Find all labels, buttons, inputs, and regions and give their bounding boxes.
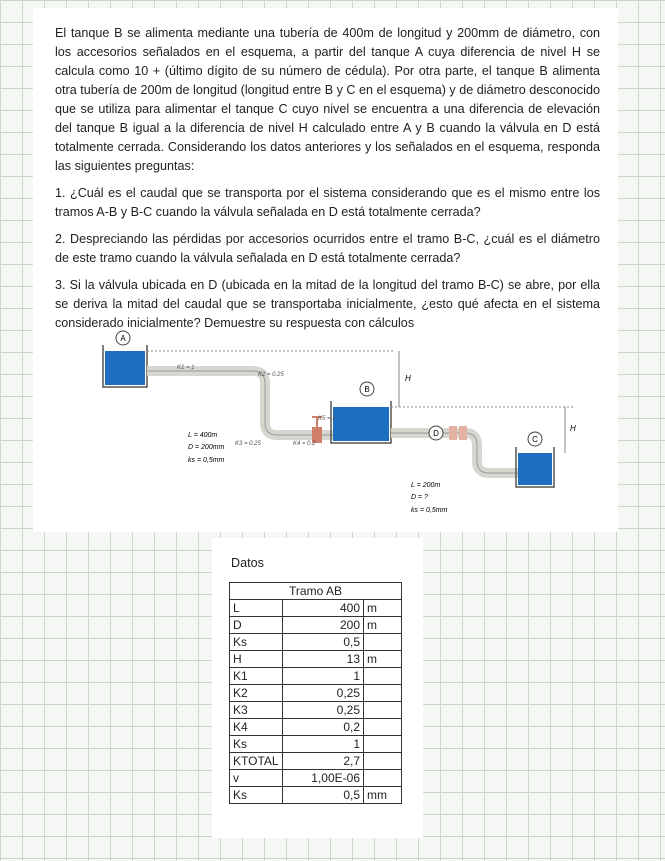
cell-unit: mm: [364, 787, 402, 804]
cell-label: L: [230, 600, 283, 617]
problem-card: [33, 8, 618, 532]
bc-roughness: ks = 0,5mm: [411, 507, 448, 514]
h-ab-label: H: [405, 374, 411, 383]
cell-unit: m: [364, 651, 402, 668]
cell-unit: m: [364, 600, 402, 617]
problem-text: [55, 24, 600, 341]
bc-length: L = 200m: [411, 482, 441, 489]
cell-unit: [364, 685, 402, 702]
question-3: 3. Si la válvula ubicada en D (ubicada en la mitad de la longitud del tramo B-C) se abre, por ella se deriva la mitad del caudal que se transportaba inicialmente, ¿esto qué afecta en el sistema considerado inicialmente? Demuestre su respuesta con cálculos: [55, 278, 600, 330]
tank-c: [516, 447, 554, 487]
cell-label: KTOTAL: [230, 753, 283, 770]
cell-label: H: [230, 651, 283, 668]
cell-unit: [364, 770, 402, 787]
cell-value: 1: [283, 736, 364, 753]
k5-label: K5 = 1: [318, 416, 336, 422]
data-card: [212, 538, 423, 838]
table-row: [230, 668, 402, 685]
cell-label: v: [230, 770, 283, 787]
table-row: [230, 651, 402, 668]
k1-label: K1 = 1: [177, 365, 195, 371]
tank-b-label: B: [364, 385, 370, 394]
table-row: [230, 787, 402, 804]
table-row: [230, 770, 402, 787]
valve-d-label: D: [433, 429, 439, 438]
ab-diameter: D = 200mm: [188, 444, 225, 451]
cell-value: 0,5: [283, 634, 364, 651]
cell-label: K4: [230, 719, 283, 736]
tank-a-label: A: [120, 334, 126, 343]
cell-label: Ks: [230, 787, 283, 804]
ab-roughness: ks = 0,5mm: [188, 457, 225, 464]
table-row: [230, 753, 402, 770]
data-table-body: [230, 600, 402, 804]
ab-length: L = 400m: [188, 432, 218, 439]
table-header: Tramo AB: [230, 583, 402, 600]
data-table: [229, 582, 402, 804]
cell-value: 1: [283, 668, 364, 685]
table-row: [230, 600, 402, 617]
data-title: Datos: [231, 556, 264, 570]
cell-value: 13: [283, 651, 364, 668]
cell-value: 0,25: [283, 702, 364, 719]
cell-label: K1: [230, 668, 283, 685]
cell-label: Ks: [230, 634, 283, 651]
cell-value: 0,2: [283, 719, 364, 736]
table-row: [230, 685, 402, 702]
bc-diameter: D = ?: [411, 494, 428, 501]
tank-c-label: C: [532, 435, 538, 444]
cell-value: 0,5: [283, 787, 364, 804]
cell-unit: m: [364, 617, 402, 634]
table-row: [230, 736, 402, 753]
question-1: 1. ¿Cuál es el caudal que se transporta por el sistema considerando que es el mismo entre los tramos A-B y B-C cuando la válvula señalada en D está totalmente cerrada?: [55, 186, 600, 219]
k3-label: K3 = 0.25: [235, 441, 261, 447]
question-2: 2. Despreciando las pérdidas por accesorios ocurridos entre el tramo B-C, ¿cuál es el diámetro de este tramo cuando la válvula señalada en D está totalmente cerrada?: [55, 232, 600, 265]
cell-label: Ks: [230, 736, 283, 753]
pipe-ab: [147, 371, 333, 435]
cell-label: K2: [230, 685, 283, 702]
k2-label: K2 = 0.25: [258, 372, 284, 378]
table-row: [230, 634, 402, 651]
cell-unit: [364, 736, 402, 753]
cell-unit: [364, 719, 402, 736]
cell-unit: [364, 634, 402, 651]
cell-label: D: [230, 617, 283, 634]
cell-unit: [364, 702, 402, 719]
cell-value: 200: [283, 617, 364, 634]
h-bc-label: H: [570, 424, 576, 433]
problem-intro: El tanque B se alimenta mediante una tubería de 400m de longitud y 200mm de diámetro, con los accesorios señalados en el esquema, a partir del tanque A cuya diferencia de nivel H se calcula como 10 + (último dígito de su número de cédula). Por otra parte, el tanque B alimenta otra tubería de 200m de longitud (longitud entre B y C en el esquema) y de diámetro desconocido que se utiliza para alimentar el tanque C cuyo nivel se encuentra a una diferencia de elevación del tanque B igual a la diferencia de nivel H calculado entre A y B cuando la válvula en D está totalmente cerrada. Considerando los datos anteriores y los señalados en el esquema, responda las siguientes preguntas:: [55, 26, 600, 173]
table-row: [230, 719, 402, 736]
k4-label: K4 = 0.2: [293, 441, 316, 447]
table-row: [230, 702, 402, 719]
cell-value: 400: [283, 600, 364, 617]
cell-unit: [364, 753, 402, 770]
tank-a: [103, 345, 147, 387]
cell-value: 1,00E-06: [283, 770, 364, 787]
cell-value: 2,7: [283, 753, 364, 770]
cell-label: K3: [230, 702, 283, 719]
cell-unit: [364, 668, 402, 685]
table-row: [230, 617, 402, 634]
pipe-system-diagram: [93, 323, 598, 528]
tank-b: [331, 401, 391, 443]
cell-value: 0,25: [283, 685, 364, 702]
